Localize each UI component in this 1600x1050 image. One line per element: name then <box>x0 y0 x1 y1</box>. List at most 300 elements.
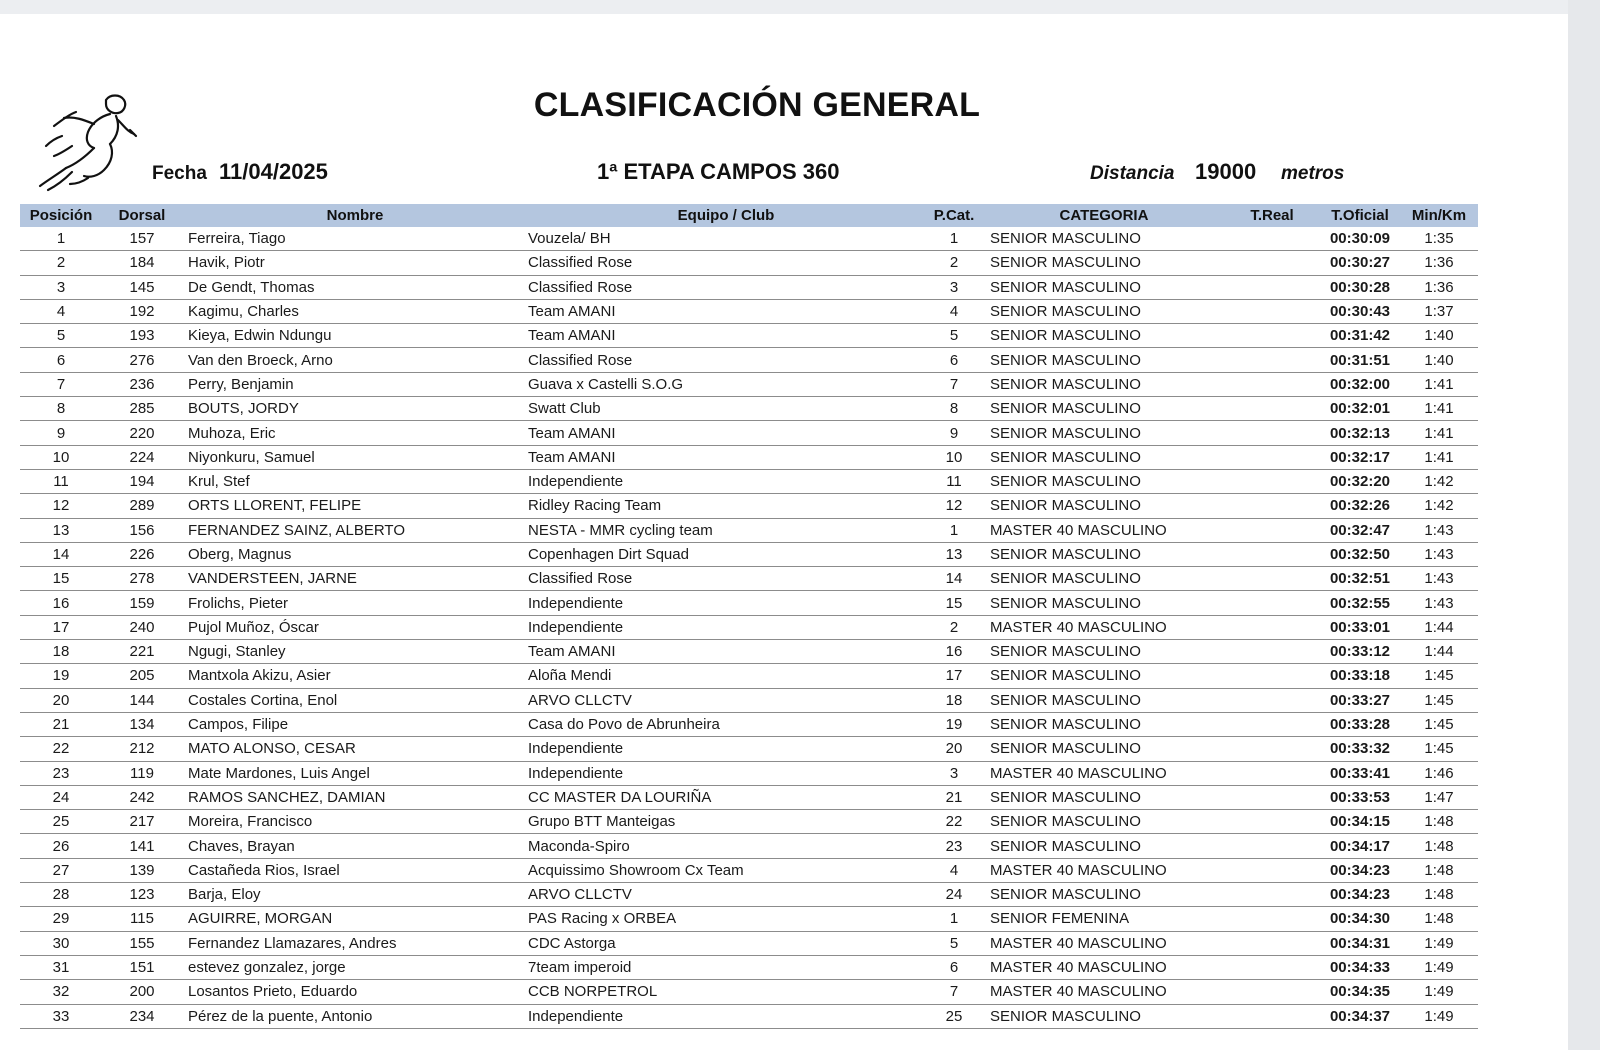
table-row <box>20 372 1478 396</box>
cell-dorsal: 145 <box>102 275 182 299</box>
table-row <box>20 591 1478 615</box>
cell-dorsal: 212 <box>102 737 182 761</box>
cell-posicion: 31 <box>20 955 102 979</box>
cell-categoria: MASTER 40 MASCULINO <box>984 858 1224 882</box>
cell-equipo: Maconda-Spiro <box>528 834 924 858</box>
table-row <box>20 299 1478 323</box>
cell-equipo: Independiente <box>528 615 924 639</box>
cell-equipo: Team AMANI <box>528 324 924 348</box>
table-row <box>20 445 1478 469</box>
cell-treal <box>1224 664 1320 688</box>
cell-nombre: Losantos Prieto, Eduardo <box>182 980 528 1004</box>
cell-toficial: 00:33:41 <box>1320 761 1400 785</box>
results-body <box>20 227 1478 1028</box>
cell-treal <box>1224 785 1320 809</box>
cell-treal <box>1224 883 1320 907</box>
cell-dorsal: 184 <box>102 251 182 275</box>
cell-treal <box>1224 955 1320 979</box>
cell-dorsal: 139 <box>102 858 182 882</box>
table-row <box>20 955 1478 979</box>
cell-posicion: 29 <box>20 907 102 931</box>
table-row <box>20 348 1478 372</box>
stage-name: 1ª ETAPA CAMPOS 360 <box>597 159 840 184</box>
cell-posicion: 30 <box>20 931 102 955</box>
cell-minkm: 1:35 <box>1400 227 1478 251</box>
table-row <box>20 883 1478 907</box>
table-row <box>20 1004 1478 1028</box>
cell-pcat: 25 <box>924 1004 984 1028</box>
cell-equipo: Independiente <box>528 1004 924 1028</box>
cell-minkm: 1:45 <box>1400 712 1478 736</box>
cell-equipo: Independiente <box>528 591 924 615</box>
cell-posicion: 12 <box>20 494 102 518</box>
cell-nombre: Mate Mardones, Luis Angel <box>182 761 528 785</box>
cell-treal <box>1224 299 1320 323</box>
cell-categoria: SENIOR MASCULINO <box>984 542 1224 566</box>
cell-dorsal: 224 <box>102 445 182 469</box>
cell-minkm: 1:42 <box>1400 469 1478 493</box>
distance-unit: metros <box>1281 163 1345 184</box>
distancia-value: 19000 <box>1195 159 1257 184</box>
cell-categoria: SENIOR MASCULINO <box>984 688 1224 712</box>
table-row <box>20 494 1478 518</box>
cell-toficial: 00:32:51 <box>1320 567 1400 591</box>
cell-toficial: 00:32:17 <box>1320 445 1400 469</box>
cell-dorsal: 151 <box>102 955 182 979</box>
cell-toficial: 00:32:50 <box>1320 542 1400 566</box>
cell-categoria: MASTER 40 MASCULINO <box>984 980 1224 1004</box>
cell-categoria: SENIOR MASCULINO <box>984 445 1224 469</box>
cell-categoria: SENIOR MASCULINO <box>984 421 1224 445</box>
cell-toficial: 00:33:12 <box>1320 640 1400 664</box>
cell-nombre: BOUTS, JORDY <box>182 397 528 421</box>
cell-posicion: 21 <box>20 712 102 736</box>
cell-equipo: Guava x Castelli S.O.G <box>528 372 924 396</box>
cell-pcat: 16 <box>924 640 984 664</box>
cell-categoria: SENIOR MASCULINO <box>984 324 1224 348</box>
cell-toficial: 00:32:00 <box>1320 372 1400 396</box>
cell-categoria: SENIOR MASCULINO <box>984 883 1224 907</box>
cell-equipo: Vouzela/ BH <box>528 227 924 251</box>
col-header-dorsal: Dorsal <box>118 207 166 224</box>
results-table <box>20 204 1478 1029</box>
cell-posicion: 17 <box>20 615 102 639</box>
cell-treal <box>1224 980 1320 1004</box>
cell-posicion: 27 <box>20 858 102 882</box>
cell-pcat: 17 <box>924 664 984 688</box>
cell-categoria: SENIOR MASCULINO <box>984 397 1224 421</box>
cell-equipo: CCB NORPETROL <box>528 980 924 1004</box>
cell-nombre: Chaves, Brayan <box>182 834 528 858</box>
cell-toficial: 00:33:28 <box>1320 712 1400 736</box>
cell-posicion: 3 <box>20 275 102 299</box>
table-row <box>20 810 1478 834</box>
cell-nombre: Kieya, Edwin Ndungu <box>182 324 528 348</box>
cell-treal <box>1224 542 1320 566</box>
cell-toficial: 00:34:17 <box>1320 834 1400 858</box>
cell-dorsal: 157 <box>102 227 182 251</box>
cell-treal <box>1224 445 1320 469</box>
cell-equipo: Independiente <box>528 469 924 493</box>
cell-toficial: 00:30:43 <box>1320 299 1400 323</box>
cell-dorsal: 141 <box>102 834 182 858</box>
cell-dorsal: 221 <box>102 640 182 664</box>
cell-categoria: SENIOR MASCULINO <box>984 372 1224 396</box>
cell-minkm: 1:41 <box>1400 372 1478 396</box>
cell-dorsal: 144 <box>102 688 182 712</box>
cell-equipo: NESTA - MMR cycling team <box>528 518 924 542</box>
cell-equipo: ARVO CLLCTV <box>528 688 924 712</box>
cell-treal <box>1224 397 1320 421</box>
cell-pcat: 13 <box>924 542 984 566</box>
cell-dorsal: 205 <box>102 664 182 688</box>
cell-dorsal: 134 <box>102 712 182 736</box>
cell-pcat: 1 <box>924 518 984 542</box>
cell-posicion: 28 <box>20 883 102 907</box>
cell-equipo: Classified Rose <box>528 567 924 591</box>
cell-treal <box>1224 348 1320 372</box>
cell-categoria: SENIOR MASCULINO <box>984 299 1224 323</box>
cell-minkm: 1:49 <box>1400 955 1478 979</box>
table-row <box>20 712 1478 736</box>
cell-nombre: Krul, Stef <box>182 469 528 493</box>
cell-pcat: 11 <box>924 469 984 493</box>
cell-posicion: 11 <box>20 469 102 493</box>
cell-pcat: 14 <box>924 567 984 591</box>
cell-pcat: 8 <box>924 397 984 421</box>
cell-dorsal: 155 <box>102 931 182 955</box>
cell-nombre: Mantxola Akizu, Asier <box>182 664 528 688</box>
distancia-label: Distancia <box>1090 163 1175 184</box>
cell-categoria: SENIOR MASCULINO <box>984 567 1224 591</box>
table-row <box>20 421 1478 445</box>
cell-toficial: 00:33:32 <box>1320 737 1400 761</box>
cell-dorsal: 159 <box>102 591 182 615</box>
cell-equipo: PAS Racing x ORBEA <box>528 907 924 931</box>
cell-nombre: Castañeda Rios, Israel <box>182 858 528 882</box>
table-row <box>20 907 1478 931</box>
cell-categoria: SENIOR MASCULINO <box>984 640 1224 664</box>
cell-pcat: 7 <box>924 980 984 1004</box>
cell-dorsal: 192 <box>102 299 182 323</box>
table-row <box>20 567 1478 591</box>
cell-posicion: 13 <box>20 518 102 542</box>
cell-categoria: SENIOR MASCULINO <box>984 469 1224 493</box>
cell-pcat: 6 <box>924 348 984 372</box>
cell-equipo: CC MASTER DA LOURIÑA <box>528 785 924 809</box>
cell-dorsal: 226 <box>102 542 182 566</box>
cell-minkm: 1:43 <box>1400 518 1478 542</box>
cell-minkm: 1:45 <box>1400 688 1478 712</box>
cell-toficial: 00:33:18 <box>1320 664 1400 688</box>
cell-posicion: 20 <box>20 688 102 712</box>
cell-posicion: 9 <box>20 421 102 445</box>
cell-categoria: SENIOR MASCULINO <box>984 275 1224 299</box>
cell-minkm: 1:47 <box>1400 785 1478 809</box>
cell-treal <box>1224 810 1320 834</box>
cell-toficial: 00:34:37 <box>1320 1004 1400 1028</box>
cell-categoria: SENIOR MASCULINO <box>984 834 1224 858</box>
cell-toficial: 00:34:23 <box>1320 858 1400 882</box>
col-header-posicion: Posición <box>29 207 93 224</box>
cell-minkm: 1:37 <box>1400 299 1478 323</box>
cell-equipo: Team AMANI <box>528 640 924 664</box>
cell-posicion: 10 <box>20 445 102 469</box>
cell-dorsal: 119 <box>102 761 182 785</box>
cell-categoria: MASTER 40 MASCULINO <box>984 761 1224 785</box>
cell-toficial: 00:34:33 <box>1320 955 1400 979</box>
cell-pcat: 23 <box>924 834 984 858</box>
table-row <box>20 251 1478 275</box>
cell-treal <box>1224 518 1320 542</box>
cell-toficial: 00:33:27 <box>1320 688 1400 712</box>
cell-nombre: Kagimu, Charles <box>182 299 528 323</box>
cell-toficial: 00:30:27 <box>1320 251 1400 275</box>
cell-dorsal: 240 <box>102 615 182 639</box>
cell-nombre: Moreira, Francisco <box>182 810 528 834</box>
cell-posicion: 23 <box>20 761 102 785</box>
cell-equipo: Copenhagen Dirt Squad <box>528 542 924 566</box>
cell-minkm: 1:45 <box>1400 737 1478 761</box>
cell-dorsal: 194 <box>102 469 182 493</box>
cell-nombre: Oberg, Magnus <box>182 542 528 566</box>
cell-toficial: 00:33:53 <box>1320 785 1400 809</box>
col-header-nombre: Nombre <box>326 207 384 224</box>
cell-pcat: 18 <box>924 688 984 712</box>
cell-minkm: 1:46 <box>1400 761 1478 785</box>
viewer-gutter <box>1568 0 1600 1050</box>
cell-equipo: Classified Rose <box>528 275 924 299</box>
cell-pcat: 1 <box>924 907 984 931</box>
cell-nombre: Pérez de la puente, Antonio <box>182 1004 528 1028</box>
cell-treal <box>1224 567 1320 591</box>
cell-minkm: 1:41 <box>1400 421 1478 445</box>
cell-pcat: 19 <box>924 712 984 736</box>
cell-equipo: Swatt Club <box>528 397 924 421</box>
cell-posicion: 7 <box>20 372 102 396</box>
cell-categoria: MASTER 40 MASCULINO <box>984 615 1224 639</box>
cell-equipo: Grupo BTT Manteigas <box>528 810 924 834</box>
cell-pcat: 9 <box>924 421 984 445</box>
cell-minkm: 1:36 <box>1400 251 1478 275</box>
cell-toficial: 00:32:55 <box>1320 591 1400 615</box>
table-row <box>20 834 1478 858</box>
cell-treal <box>1224 324 1320 348</box>
cell-dorsal: 289 <box>102 494 182 518</box>
cell-dorsal: 278 <box>102 567 182 591</box>
cell-pcat: 3 <box>924 761 984 785</box>
cell-toficial: 00:34:15 <box>1320 810 1400 834</box>
table-row <box>20 469 1478 493</box>
cell-equipo: Team AMANI <box>528 421 924 445</box>
table-row <box>20 397 1478 421</box>
cell-treal <box>1224 931 1320 955</box>
cell-toficial: 00:30:09 <box>1320 227 1400 251</box>
cell-posicion: 18 <box>20 640 102 664</box>
cell-dorsal: 193 <box>102 324 182 348</box>
cell-posicion: 2 <box>20 251 102 275</box>
cell-categoria: SENIOR MASCULINO <box>984 251 1224 275</box>
cell-nombre: Havik, Piotr <box>182 251 528 275</box>
cell-pcat: 5 <box>924 324 984 348</box>
cell-nombre: MATO ALONSO, CESAR <box>182 737 528 761</box>
cell-minkm: 1:49 <box>1400 931 1478 955</box>
cell-minkm: 1:49 <box>1400 980 1478 1004</box>
cell-minkm: 1:43 <box>1400 567 1478 591</box>
cell-minkm: 1:48 <box>1400 883 1478 907</box>
cell-categoria: SENIOR MASCULINO <box>984 785 1224 809</box>
cell-dorsal: 156 <box>102 518 182 542</box>
cell-dorsal: 285 <box>102 397 182 421</box>
cell-minkm: 1:40 <box>1400 324 1478 348</box>
cell-minkm: 1:49 <box>1400 1004 1478 1028</box>
cell-nombre: Barja, Eloy <box>182 883 528 907</box>
cell-equipo: Independiente <box>528 737 924 761</box>
table-row <box>20 931 1478 955</box>
cell-nombre: Pujol Muñoz, Óscar <box>182 615 528 639</box>
cell-posicion: 1 <box>20 227 102 251</box>
cell-categoria: SENIOR MASCULINO <box>984 664 1224 688</box>
cell-toficial: 00:32:26 <box>1320 494 1400 518</box>
cell-treal <box>1224 494 1320 518</box>
cell-treal <box>1224 858 1320 882</box>
cell-treal <box>1224 591 1320 615</box>
cell-nombre: ORTS LLORENT, FELIPE <box>182 494 528 518</box>
cell-posicion: 33 <box>20 1004 102 1028</box>
table-row <box>20 275 1478 299</box>
cell-nombre: Perry, Benjamin <box>182 372 528 396</box>
cell-toficial: 00:32:13 <box>1320 421 1400 445</box>
cell-minkm: 1:44 <box>1400 640 1478 664</box>
cell-equipo: 7team imperoid <box>528 955 924 979</box>
cell-posicion: 8 <box>20 397 102 421</box>
table-row <box>20 542 1478 566</box>
cell-equipo: Aloña Mendi <box>528 664 924 688</box>
cell-posicion: 16 <box>20 591 102 615</box>
cell-minkm: 1:36 <box>1400 275 1478 299</box>
cell-categoria: SENIOR MASCULINO <box>984 494 1224 518</box>
col-header-toficial: T.Oficial <box>1331 207 1389 224</box>
cell-nombre: RAMOS SANCHEZ, DAMIAN <box>182 785 528 809</box>
cell-dorsal: 217 <box>102 810 182 834</box>
cell-dorsal: 276 <box>102 348 182 372</box>
table-row <box>20 737 1478 761</box>
cell-posicion: 19 <box>20 664 102 688</box>
cell-dorsal: 236 <box>102 372 182 396</box>
cell-treal <box>1224 227 1320 251</box>
table-row <box>20 858 1478 882</box>
cell-minkm: 1:48 <box>1400 810 1478 834</box>
cell-nombre: De Gendt, Thomas <box>182 275 528 299</box>
cell-equipo: CDC Astorga <box>528 931 924 955</box>
cell-categoria: SENIOR MASCULINO <box>984 227 1224 251</box>
cell-posicion: 6 <box>20 348 102 372</box>
cell-categoria: MASTER 40 MASCULINO <box>984 955 1224 979</box>
cell-minkm: 1:44 <box>1400 615 1478 639</box>
cell-treal <box>1224 421 1320 445</box>
cell-minkm: 1:48 <box>1400 834 1478 858</box>
results-sheet <box>0 14 1568 1050</box>
cell-toficial: 00:34:23 <box>1320 883 1400 907</box>
cell-categoria: SENIOR MASCULINO <box>984 737 1224 761</box>
page-title: CLASIFICACIÓN GENERAL <box>533 86 981 124</box>
cell-toficial: 00:32:20 <box>1320 469 1400 493</box>
table-header-row <box>20 204 1478 227</box>
table-row <box>20 688 1478 712</box>
cell-toficial: 00:32:01 <box>1320 397 1400 421</box>
fecha-value: 11/04/2025 <box>219 159 328 184</box>
cell-nombre: AGUIRRE, MORGAN <box>182 907 528 931</box>
cell-pcat: 5 <box>924 931 984 955</box>
cell-categoria: SENIOR FEMENINA <box>984 907 1224 931</box>
cell-posicion: 15 <box>20 567 102 591</box>
cell-treal <box>1224 761 1320 785</box>
cell-pcat: 3 <box>924 275 984 299</box>
cell-minkm: 1:43 <box>1400 591 1478 615</box>
table-row <box>20 518 1478 542</box>
table-row <box>20 980 1478 1004</box>
cell-posicion: 22 <box>20 737 102 761</box>
table-row <box>20 785 1478 809</box>
cell-treal <box>1224 469 1320 493</box>
cell-equipo: Acquissimo Showroom Cx Team <box>528 858 924 882</box>
cell-nombre: Costales Cortina, Enol <box>182 688 528 712</box>
cell-pcat: 2 <box>924 615 984 639</box>
cell-nombre: Muhoza, Eric <box>182 421 528 445</box>
cell-minkm: 1:43 <box>1400 542 1478 566</box>
cell-categoria: SENIOR MASCULINO <box>984 591 1224 615</box>
cell-nombre: Fernandez Llamazares, Andres <box>182 931 528 955</box>
cell-posicion: 4 <box>20 299 102 323</box>
cell-posicion: 32 <box>20 980 102 1004</box>
cell-treal <box>1224 834 1320 858</box>
cell-categoria: SENIOR MASCULINO <box>984 712 1224 736</box>
cell-toficial: 00:32:47 <box>1320 518 1400 542</box>
cell-categoria: MASTER 40 MASCULINO <box>984 931 1224 955</box>
cell-dorsal: 242 <box>102 785 182 809</box>
cell-categoria: MASTER 40 MASCULINO <box>984 518 1224 542</box>
col-header-equipo: Equipo / Club <box>677 207 775 224</box>
table-row <box>20 324 1478 348</box>
cell-equipo: Classified Rose <box>528 348 924 372</box>
cell-treal <box>1224 615 1320 639</box>
cell-toficial: 00:31:42 <box>1320 324 1400 348</box>
cell-categoria: SENIOR MASCULINO <box>984 1004 1224 1028</box>
cell-equipo: Casa do Povo de Abrunheira <box>528 712 924 736</box>
cell-toficial: 00:33:01 <box>1320 615 1400 639</box>
fecha-label: Fecha <box>152 163 207 184</box>
cell-treal <box>1224 640 1320 664</box>
cell-minkm: 1:48 <box>1400 858 1478 882</box>
cell-pcat: 22 <box>924 810 984 834</box>
col-header-treal: T.Real <box>1250 207 1294 224</box>
cell-treal <box>1224 907 1320 931</box>
cell-nombre: Ferreira, Tiago <box>182 227 528 251</box>
cell-nombre: Campos, Filipe <box>182 712 528 736</box>
cell-minkm: 1:41 <box>1400 397 1478 421</box>
cell-toficial: 00:34:31 <box>1320 931 1400 955</box>
cell-pcat: 10 <box>924 445 984 469</box>
table-row <box>20 615 1478 639</box>
cell-treal <box>1224 712 1320 736</box>
cell-equipo: Classified Rose <box>528 251 924 275</box>
cell-treal <box>1224 688 1320 712</box>
cell-dorsal: 200 <box>102 980 182 1004</box>
cell-equipo: Independiente <box>528 761 924 785</box>
cell-equipo: Ridley Racing Team <box>528 494 924 518</box>
cell-minkm: 1:42 <box>1400 494 1478 518</box>
cell-toficial: 00:34:30 <box>1320 907 1400 931</box>
